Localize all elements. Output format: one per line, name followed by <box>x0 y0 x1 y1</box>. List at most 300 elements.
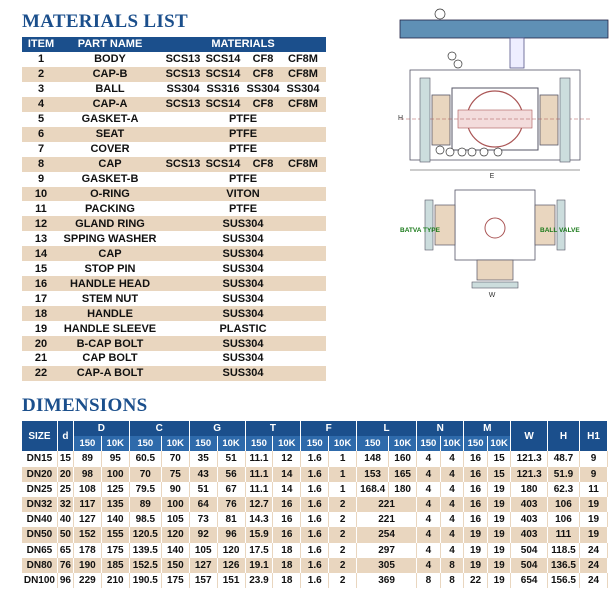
dimension-value: 16 <box>273 527 301 542</box>
part-name: STOP PIN <box>60 261 160 276</box>
dimension-value: 89 <box>129 497 161 512</box>
dimension-subheader: 10K <box>217 436 245 451</box>
materials-row <box>22 366 326 381</box>
dimension-value: 175 <box>161 573 189 588</box>
item-number: 11 <box>22 201 60 216</box>
dimension-value: 139.5 <box>129 543 161 558</box>
part-name: CAP-B <box>60 67 160 82</box>
dimension-value: 120.5 <box>129 527 161 542</box>
dimension-value: 16 <box>273 497 301 512</box>
dimension-value: 19 <box>580 497 608 512</box>
dimension-subheader: 150 <box>189 436 217 451</box>
materials-row <box>22 112 326 127</box>
dimension-value: 229 <box>73 573 101 588</box>
part-name: SPPING WASHER <box>60 231 160 246</box>
dimension-value: 96 <box>217 527 245 542</box>
dimension-value: 4 <box>440 467 464 482</box>
dimension-value: 1.6 <box>301 543 329 558</box>
dimension-subheader: 10K <box>161 436 189 451</box>
item-number: 5 <box>22 112 60 127</box>
material-cell <box>160 306 326 321</box>
dimensions-group-row <box>22 421 608 436</box>
dimension-value: 95 <box>101 451 129 466</box>
item-number: 8 <box>22 157 60 172</box>
dimension-subheader: 10K <box>487 436 511 451</box>
dimension-value: 62.3 <box>547 482 579 497</box>
item-number: 4 <box>22 97 60 112</box>
dimension-value: 654 <box>511 573 547 588</box>
dimension-value: 16 <box>464 482 488 497</box>
dimension-value: 297 <box>357 543 417 558</box>
dimension-value: 1.6 <box>301 558 329 573</box>
dimension-group-header: D <box>73 421 129 436</box>
dimension-value: 14 <box>273 482 301 497</box>
dimension-value: 56 <box>217 467 245 482</box>
material-value: SUS304 <box>222 247 264 260</box>
dimension-group-header: N <box>417 421 464 436</box>
material-value: SUS304 <box>222 277 264 290</box>
material-value: PTFE <box>228 128 258 141</box>
materials-row <box>22 97 326 112</box>
dimension-value: 19 <box>487 512 511 527</box>
dimension-value: 150 <box>161 558 189 573</box>
dimension-value: 180 <box>511 482 547 497</box>
part-name: PACKING <box>60 201 160 216</box>
dimension-value: 19 <box>464 558 488 573</box>
dimension-value: 12.7 <box>245 497 273 512</box>
dimension-value: 127 <box>189 558 217 573</box>
dimension-value: 126 <box>217 558 245 573</box>
dimension-value: 12 <box>273 451 301 466</box>
part-name: CAP <box>60 246 160 261</box>
material-value: SS304 <box>246 83 280 96</box>
part-name: HANDLE SLEEVE <box>60 321 160 336</box>
size-cell: DN25 <box>22 482 57 497</box>
dimensions-row <box>22 482 608 497</box>
stem-shape <box>510 38 524 68</box>
dimensions-body <box>22 451 608 588</box>
item-number: 15 <box>22 261 60 276</box>
dimension-value: 51 <box>217 451 245 466</box>
dimension-value: 403 <box>511 497 547 512</box>
material-cell <box>160 172 326 187</box>
materials-row <box>22 157 326 172</box>
material-value: CF8 <box>252 158 274 171</box>
dimension-value: 1.6 <box>301 512 329 527</box>
dimension-value: 403 <box>511 512 547 527</box>
dimension-value: 4 <box>417 482 441 497</box>
dimension-value: 4 <box>417 543 441 558</box>
dimensions-table <box>22 421 608 588</box>
material-cell <box>160 321 326 336</box>
material-value: SUS304 <box>222 337 264 350</box>
dimension-subheader: 10K <box>389 436 417 451</box>
dimension-value: 156.5 <box>547 573 579 588</box>
dimension-value: 1 <box>329 451 357 466</box>
dimension-value: 254 <box>357 527 417 542</box>
dimension-value: 11.1 <box>245 451 273 466</box>
material-value: SS304 <box>166 83 200 96</box>
materials-row <box>22 246 326 261</box>
dimension-value: 178 <box>73 543 101 558</box>
dimensions-row <box>22 467 608 482</box>
dimension-value: 11.1 <box>245 482 273 497</box>
dimension-subheader: 10K <box>440 436 464 451</box>
item-header: ITEM <box>22 37 60 52</box>
dimension-value: 22 <box>464 573 488 588</box>
dimension-value: 105 <box>189 543 217 558</box>
dimension-value: 16 <box>464 467 488 482</box>
material-value: CF8 <box>252 68 274 81</box>
item-number: 13 <box>22 231 60 246</box>
dimension-value: 64 <box>189 497 217 512</box>
material-value: SUS304 <box>222 262 264 275</box>
dimensions-row <box>22 527 608 542</box>
dimension-value: 51 <box>189 482 217 497</box>
dimension-value: 168.4 <box>357 482 389 497</box>
materials-row <box>22 321 326 336</box>
dimension-value: 9 <box>580 451 608 466</box>
material-cell <box>160 82 326 97</box>
item-number: 3 <box>22 82 60 97</box>
dimension-value: 76 <box>217 497 245 512</box>
item-number: 2 <box>22 67 60 82</box>
part-name: BODY <box>60 52 160 67</box>
dimension-value: 19 <box>487 573 511 588</box>
dimension-value: 2 <box>329 512 357 527</box>
materials-body <box>22 52 326 381</box>
material-value: PTFE <box>228 113 258 126</box>
dimension-value: 100 <box>101 467 129 482</box>
dimension-value: 135 <box>101 497 129 512</box>
material-cell <box>160 246 326 261</box>
dimensions-row <box>22 558 608 573</box>
dimension-value: 15 <box>487 467 511 482</box>
dimension-value: 151 <box>217 573 245 588</box>
dimension-value: 17.5 <box>245 543 273 558</box>
dimension-value: 160 <box>389 451 417 466</box>
dim-label-h: H <box>398 115 404 122</box>
size-cell: DN50 <box>22 527 57 542</box>
dimension-subheader: 150 <box>129 436 161 451</box>
size-cell: DN32 <box>22 497 57 512</box>
dimensions-row <box>22 543 608 558</box>
dimension-value: 190 <box>73 558 101 573</box>
dimension-value: 165 <box>389 467 417 482</box>
dimension-value: 16 <box>273 512 301 527</box>
part-name: COVER <box>60 142 160 157</box>
dimension-value: 25 <box>57 482 73 497</box>
material-cell <box>160 261 326 276</box>
dimension-value: 2 <box>329 543 357 558</box>
part-name: BALL <box>60 82 160 97</box>
dimension-value: 1 <box>329 467 357 482</box>
dimension-value: 19 <box>464 543 488 558</box>
dimension-value: 4 <box>440 512 464 527</box>
material-value: SS316 <box>206 83 240 96</box>
handle-shape <box>400 20 608 38</box>
materials-row <box>22 127 326 142</box>
dimension-value: 32 <box>57 497 73 512</box>
size-cell: DN80 <box>22 558 57 573</box>
dimensions-row <box>22 512 608 527</box>
material-value: CF8 <box>252 53 274 66</box>
dimension-value: 23.9 <box>245 573 273 588</box>
dimension-value: 14 <box>273 467 301 482</box>
dimension-value: 40 <box>57 512 73 527</box>
material-value: SUS304 <box>222 352 264 365</box>
material-cell <box>160 336 326 351</box>
dimension-value: 4 <box>417 512 441 527</box>
materials-row <box>22 261 326 276</box>
part-name: HANDLE HEAD <box>60 276 160 291</box>
dimension-value: 8 <box>440 573 464 588</box>
dimension-value: 70 <box>129 467 161 482</box>
material-value: SUS304 <box>222 292 264 305</box>
item-number: 14 <box>22 246 60 261</box>
material-cell <box>160 67 326 82</box>
material-value: CF8 <box>252 98 274 111</box>
dimensions-header <box>22 421 608 451</box>
materials-row <box>22 67 326 82</box>
materials-table <box>22 37 326 381</box>
part-name: CAP BOLT <box>60 351 160 366</box>
dimension-value: 117 <box>73 497 101 512</box>
materials-row <box>22 336 326 351</box>
material-value: CF8M <box>288 158 318 171</box>
material-value: SUS304 <box>222 232 264 245</box>
dimension-value: 190.5 <box>129 573 161 588</box>
dimension-group-header: L <box>357 421 417 436</box>
dimension-value: 2 <box>329 573 357 588</box>
dimension-value: 106 <box>547 512 579 527</box>
item-number: 10 <box>22 187 60 202</box>
dimension-value: 221 <box>357 512 417 527</box>
material-value: CF8M <box>288 53 318 66</box>
dimension-value: 157 <box>189 573 217 588</box>
materials-row <box>22 231 326 246</box>
dimension-value: 19 <box>487 482 511 497</box>
dimension-value: 1 <box>329 482 357 497</box>
dimension-value: 175 <box>101 543 129 558</box>
material-cell <box>160 112 326 127</box>
item-number: 22 <box>22 366 60 381</box>
dimension-value: 50 <box>57 527 73 542</box>
dimension-group-header: M <box>464 421 511 436</box>
dimension-value: 305 <box>357 558 417 573</box>
dimensions-row <box>22 497 608 512</box>
dimension-group-header: C <box>129 421 189 436</box>
dimension-value: 24 <box>580 543 608 558</box>
dimension-value: 2 <box>329 527 357 542</box>
dimension-value: 18 <box>273 558 301 573</box>
dimension-value: 121.3 <box>511 451 547 466</box>
dimension-value: 4 <box>440 451 464 466</box>
dimension-value: 152 <box>73 527 101 542</box>
material-value: SCS13 <box>165 68 201 81</box>
part-name: HANDLE <box>60 306 160 321</box>
dimensions-title: DIMENSIONS <box>22 395 148 416</box>
dimension-group-header: H <box>547 421 579 451</box>
dimension-value: 16 <box>464 512 488 527</box>
material-cell <box>160 276 326 291</box>
dimension-value: 19 <box>487 497 511 512</box>
item-number: 6 <box>22 127 60 142</box>
size-cell: DN20 <box>22 467 57 482</box>
item-number: 12 <box>22 216 60 231</box>
materials-row <box>22 291 326 306</box>
size-cell: DN65 <box>22 543 57 558</box>
dimension-value: 180 <box>389 482 417 497</box>
dimension-value: 100 <box>161 497 189 512</box>
dimension-value: 98 <box>73 467 101 482</box>
part-name: O-RING <box>60 187 160 202</box>
dimension-value: 18 <box>273 543 301 558</box>
dimension-value: 98.5 <box>129 512 161 527</box>
dimension-value: 60.5 <box>129 451 161 466</box>
dimension-value: 155 <box>101 527 129 542</box>
dimension-value: 108 <box>73 482 101 497</box>
dimension-value: 15.9 <box>245 527 273 542</box>
dimension-value: 1.6 <box>301 467 329 482</box>
dimension-value: 19 <box>464 527 488 542</box>
part-name: CAP-A BOLT <box>60 366 160 381</box>
dimension-value: 4 <box>440 543 464 558</box>
dimension-value: 136.5 <box>547 558 579 573</box>
item-number: 18 <box>22 306 60 321</box>
dimension-value: 4 <box>440 527 464 542</box>
size-cell: DN15 <box>22 451 57 466</box>
dimension-value: 67 <box>217 482 245 497</box>
dimension-value: 19 <box>487 558 511 573</box>
dimensions-row <box>22 451 608 466</box>
materials-row <box>22 52 326 67</box>
dimension-value: 118.5 <box>547 543 579 558</box>
item-number: 21 <box>22 351 60 366</box>
material-value: PTFE <box>228 143 258 156</box>
dimension-value: 185 <box>101 558 129 573</box>
dimension-value: 1.6 <box>301 451 329 466</box>
dimension-value: 121.3 <box>511 467 547 482</box>
item-number: 9 <box>22 172 60 187</box>
part-name: GASKET-A <box>60 112 160 127</box>
material-cell <box>160 157 326 172</box>
material-value: PTFE <box>228 173 258 186</box>
dimension-group-header: H1 <box>580 421 608 451</box>
dimension-group-header: G <box>189 421 245 436</box>
part-name: CAP-A <box>60 97 160 112</box>
size-cell: DN40 <box>22 512 57 527</box>
material-value: CF8M <box>288 98 318 111</box>
material-value: PLASTIC <box>219 322 267 335</box>
dimension-value: 73 <box>189 512 217 527</box>
dimension-value: 504 <box>511 558 547 573</box>
dim-label-w: W <box>488 292 496 299</box>
material-value: SCS14 <box>205 53 241 66</box>
material-cell <box>160 291 326 306</box>
dimension-value: 19 <box>580 527 608 542</box>
material-value: SUS304 <box>222 217 264 230</box>
materials-header-row <box>22 37 326 52</box>
materials-list-title: MATERIALS LIST <box>22 11 188 32</box>
material-cell <box>160 201 326 216</box>
dimension-value: 4 <box>417 558 441 573</box>
dimension-subheader: 10K <box>329 436 357 451</box>
dimension-value: 65 <box>57 543 73 558</box>
dimension-value: 152.5 <box>129 558 161 573</box>
dimension-group-header: d <box>57 421 73 451</box>
item-number: 16 <box>22 276 60 291</box>
materials-row <box>22 142 326 157</box>
part-name: B-CAP BOLT <box>60 336 160 351</box>
dimension-value: 4 <box>417 527 441 542</box>
material-value: SUS304 <box>222 307 264 320</box>
material-value: SUS304 <box>222 367 264 380</box>
item-number: 7 <box>22 142 60 157</box>
dimension-value: 120 <box>217 543 245 558</box>
item-number: 19 <box>22 321 60 336</box>
ball-valve-drawing <box>380 0 611 300</box>
dimension-value: 35 <box>189 451 217 466</box>
material-value: SCS14 <box>205 68 241 81</box>
dimension-value: 4 <box>417 497 441 512</box>
dimension-value: 48.7 <box>547 451 579 466</box>
item-number: 1 <box>22 52 60 67</box>
material-value: PTFE <box>228 202 258 215</box>
dimension-value: 210 <box>101 573 129 588</box>
dimension-group-header: T <box>245 421 301 436</box>
material-value: CF8M <box>288 68 318 81</box>
dimension-value: 2 <box>329 497 357 512</box>
material-cell <box>160 231 326 246</box>
materials-header: MATERIALS <box>160 37 326 52</box>
material-cell <box>160 216 326 231</box>
part-name: GASKET-B <box>60 172 160 187</box>
dimension-value: 11.1 <box>245 467 273 482</box>
material-cell <box>160 97 326 112</box>
dimension-value: 96 <box>57 573 73 588</box>
dimension-value: 16 <box>464 497 488 512</box>
dimension-value: 70 <box>161 451 189 466</box>
material-cell <box>160 366 326 381</box>
size-cell: DN100 <box>22 573 57 588</box>
materials-row <box>22 187 326 202</box>
dimension-value: 16 <box>464 451 488 466</box>
dimension-value: 2 <box>329 558 357 573</box>
dimension-subheader: 10K <box>101 436 129 451</box>
material-value: SCS14 <box>205 98 241 111</box>
dimension-value: 403 <box>511 527 547 542</box>
dimension-value: 125 <box>101 482 129 497</box>
materials-row <box>22 201 326 216</box>
material-value: VITON <box>226 188 260 200</box>
dimension-value: 105 <box>161 512 189 527</box>
dimension-group-header: SIZE <box>22 421 57 451</box>
dimension-value: 92 <box>189 527 217 542</box>
material-value: SS304 <box>286 83 320 96</box>
material-cell <box>160 142 326 157</box>
dimension-value: 4 <box>440 497 464 512</box>
material-value: SCS13 <box>165 53 201 66</box>
dimension-subheader: 150 <box>245 436 273 451</box>
dimension-value: 19 <box>580 512 608 527</box>
dimension-value: 221 <box>357 497 417 512</box>
materials-row <box>22 216 326 231</box>
item-number: 17 <box>22 291 60 306</box>
dimension-value: 20 <box>57 467 73 482</box>
dimension-group-header: W <box>511 421 547 451</box>
materials-row <box>22 82 326 97</box>
